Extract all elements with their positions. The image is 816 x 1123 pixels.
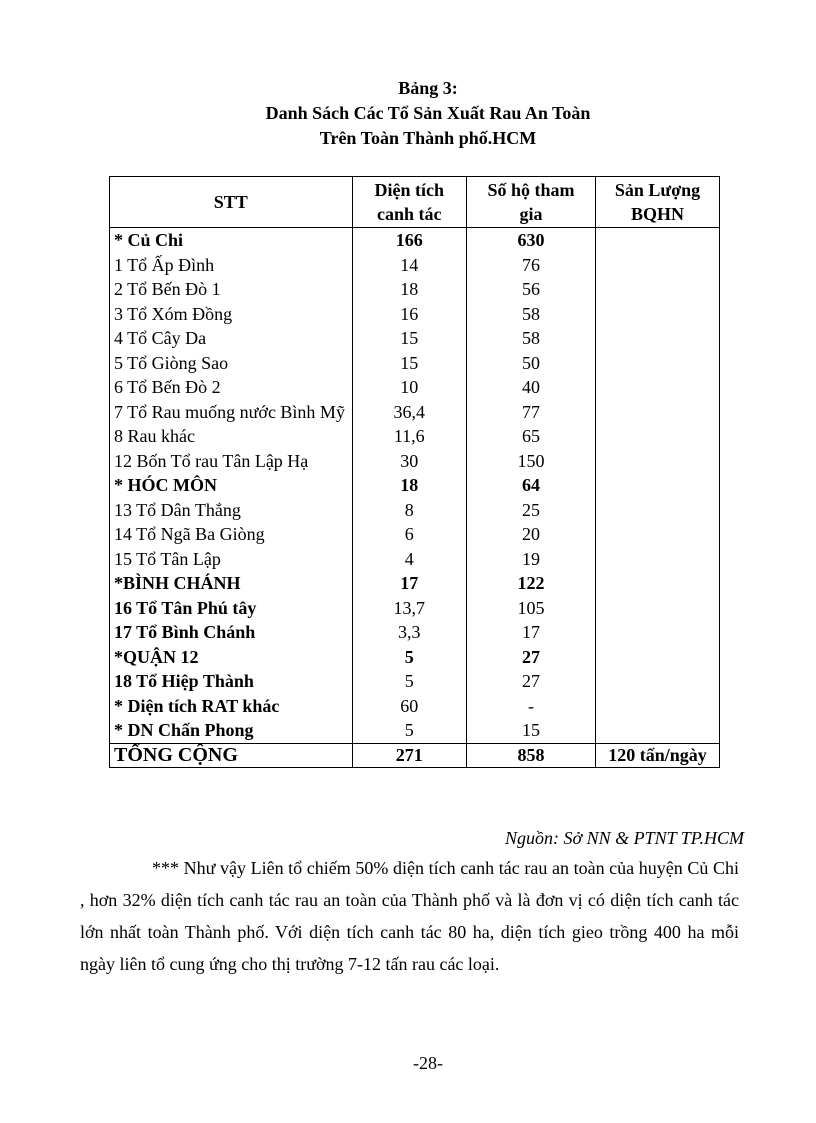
row-name: 18 Tổ Hiệp Thành [110,669,353,694]
row-households: 19 [466,547,595,572]
row-production [596,351,720,376]
header-production [596,177,720,228]
paragraph-text: *** Như vậy Liên tổ chiếm 50% diện tích canh tác rau an toàn của huyện Củ Chi , hơn 32% diện tích canh tác rau an toàn của Thành phố và là đơn vị có diện tích canh tác lớn nhất toàn Thành phố. Với diện tích canh tác 80 ha, diện tích gieo trồng 400 ha mỗi ngày liên tổ cung ứng cho thị trường 7-12 tấn rau các loại. [80,858,739,974]
table-row [110,645,720,670]
row-households: 17 [466,620,595,645]
total-label: TỔNG CỘNG [110,743,353,767]
row-name: 12 Bốn Tổ rau Tân Lập Hạ [110,449,353,474]
row-households: 58 [466,302,595,327]
row-households: 105 [466,596,595,621]
row-production [596,400,720,425]
row-area: 15 [352,326,466,351]
row-households: 64 [466,473,595,498]
row-production [596,498,720,523]
row-area: 13,7 [352,596,466,621]
row-area: 17 [352,571,466,596]
row-production [596,620,720,645]
row-name: 13 Tổ Dân Thắng [110,498,353,523]
header-area-line2: canh tác [376,204,442,224]
row-production [596,596,720,621]
row-name: 8 Rau khác [110,424,353,449]
row-area: 5 [352,718,466,743]
row-area: 15 [352,351,466,376]
row-name: 14 Tổ Ngã Ba Giòng [110,522,353,547]
header-area-line1: Diện tích [374,180,444,200]
row-production [596,669,720,694]
row-households: 630 [466,228,595,253]
row-area: 8 [352,498,466,523]
row-name: 16 Tổ Tân Phú tây [110,596,353,621]
table-row [110,351,720,376]
table-row [110,277,720,302]
table-subtitle: Trên Toàn Thành phố.HCM [319,128,537,148]
row-name: * HÓC MÔN [110,473,353,498]
row-name: 4 Tổ Cây Da [110,326,353,351]
header-households-line1: Số hộ tham [487,180,575,200]
header-stt: STT [110,177,353,228]
row-production [596,522,720,547]
row-name: 17 Tổ Bình Chánh [110,620,353,645]
table-total-row [110,743,720,767]
table-row [110,253,720,278]
row-households: 65 [466,424,595,449]
row-name: * Diện tích RAT khác [110,694,353,719]
row-production [596,228,720,253]
row-name: * Củ Chi [110,228,353,253]
page-number-text: -28- [413,1053,443,1073]
row-production [596,571,720,596]
row-area: 3,3 [352,620,466,645]
table-row [110,522,720,547]
row-production [596,424,720,449]
page-number [0,1053,816,1074]
row-production [596,375,720,400]
row-area: 4 [352,547,466,572]
row-area: 18 [352,277,466,302]
source-note: Nguồn: Sở NN & PTNT TP.HCM [504,828,744,848]
table-row [110,424,720,449]
total-area: 271 [352,743,466,767]
row-area: 36,4 [352,400,466,425]
row-production [596,449,720,474]
row-production [596,302,720,327]
row-name: 3 Tổ Xóm Đồng [110,302,353,327]
total-households: 858 [466,743,595,767]
row-area: 10 [352,375,466,400]
row-households: 76 [466,253,595,278]
table-row [110,694,720,719]
table-caption [0,76,816,151]
row-name: 15 Tổ Tân Lập [110,547,353,572]
table-row [110,449,720,474]
table-row [110,498,720,523]
row-households: 58 [466,326,595,351]
table-row [110,669,720,694]
row-production [596,473,720,498]
row-area: 16 [352,302,466,327]
row-area: 11,6 [352,424,466,449]
row-area: 18 [352,473,466,498]
table-row [110,473,720,498]
table-row [110,400,720,425]
row-households: 77 [466,400,595,425]
row-households: 150 [466,449,595,474]
header-area [352,177,466,228]
row-households: 50 [466,351,595,376]
row-name: *BÌNH CHÁNH [110,571,353,596]
row-area: 6 [352,522,466,547]
row-production [596,253,720,278]
row-production [596,718,720,743]
table-row [110,620,720,645]
vegetable-groups-table [109,176,720,768]
row-households: 27 [466,645,595,670]
row-households: 122 [466,571,595,596]
table-row [110,596,720,621]
row-production [596,694,720,719]
row-area: 166 [352,228,466,253]
row-production [596,645,720,670]
row-name: * DN Chấn Phong [110,718,353,743]
table-number: Bảng 3: [398,78,458,98]
header-production-line2: BQHN [631,204,685,224]
table-header-row [110,177,720,228]
table-row [110,228,720,253]
row-name: 5 Tổ Giòng Sao [110,351,353,376]
row-production [596,547,720,572]
total-production: 120 tấn/ngày [596,743,720,767]
row-households: - [466,694,595,719]
row-area: 30 [352,449,466,474]
row-households: 40 [466,375,595,400]
table-row [110,547,720,572]
row-households: 15 [466,718,595,743]
body-paragraph [80,852,739,980]
row-name: 1 Tổ Ấp Đình [110,253,353,278]
table-row [110,375,720,400]
table-row [110,718,720,743]
row-households: 25 [466,498,595,523]
header-households [466,177,595,228]
row-area: 60 [352,694,466,719]
table-title: Danh Sách Các Tổ Sản Xuất Rau An Toàn [265,103,591,123]
table-row [110,326,720,351]
row-area: 5 [352,669,466,694]
row-production [596,326,720,351]
row-households: 56 [466,277,595,302]
row-production [596,277,720,302]
row-name: 7 Tổ Rau muống nước Bình Mỹ [110,400,353,425]
row-households: 27 [466,669,595,694]
row-area: 14 [352,253,466,278]
row-name: 6 Tổ Bến Đò 2 [110,375,353,400]
header-households-line2: gia [519,204,543,224]
row-area: 5 [352,645,466,670]
header-production-line1: Sản Lượng [614,180,701,200]
table-row [110,302,720,327]
table-row [110,571,720,596]
row-name: *QUẬN 12 [110,645,353,670]
row-households: 20 [466,522,595,547]
row-name: 2 Tổ Bến Đò 1 [110,277,353,302]
